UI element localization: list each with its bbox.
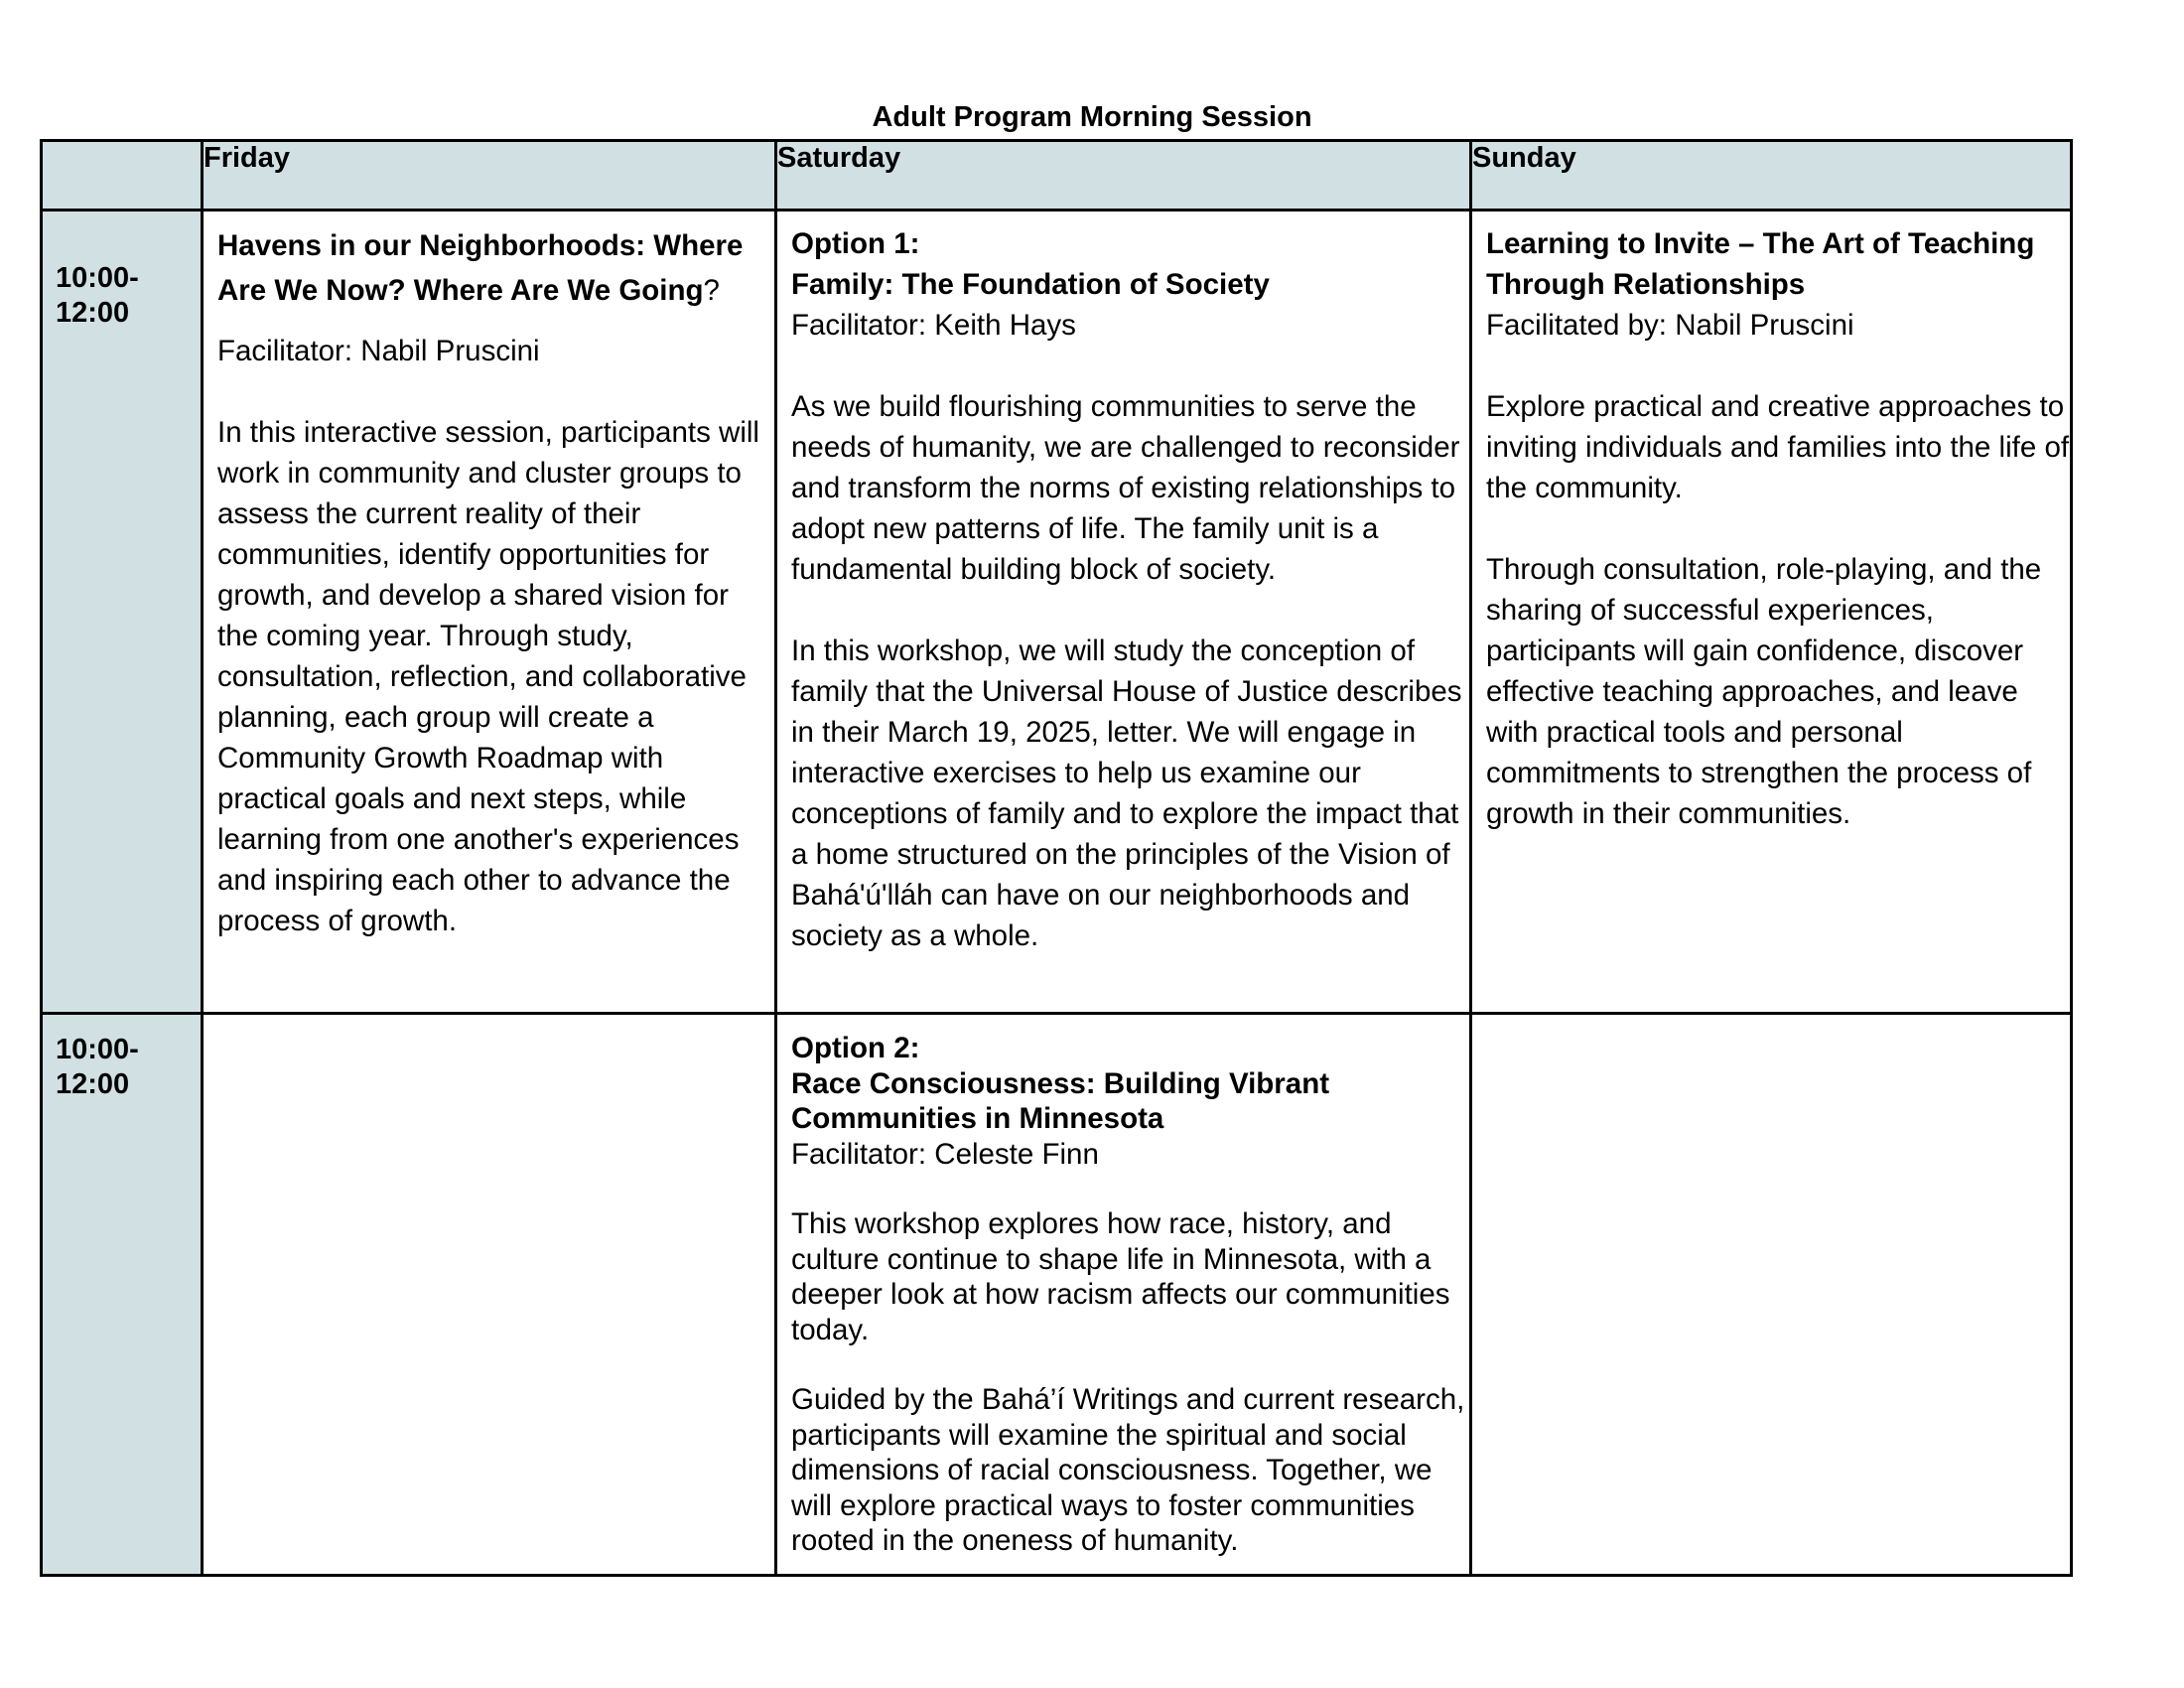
header-row [42,141,2072,211]
sunday-session-cell [1471,211,2072,1014]
sunday-session-cell-empty [1471,1014,2072,1576]
session-title-text: Havens in our Neighborhoods: Where Are We Now? Where Are We Going [217,229,744,307]
session-description: Through consultation, role-playing, and the sharing of successful experiences, participants will gain confidence, discover effective teaching approaches, and leave with practical tools and personal commitments to strengthen the process of growth in their communities. [1486,553,2042,830]
page-title: Adult Program Morning Session [872,101,1312,133]
time-slot [56,261,165,331]
session-option: Option 1: [791,227,920,260]
friday-session-cell-empty [203,1014,776,1576]
time-end: 12:00 [56,1068,130,1100]
saturday-session-cell [776,211,1471,1014]
session-description: In this workshop, we will study the conception of family that the Universal House of Justice describes in their March 19, 2025, letter. We will engage in interactive exercises to help us examine our conceptions of family and to explore the impact that a home structured on the principles of the Vision of Bahá'ú'lláh can have on our neighborhoods and society as a whole. [791,634,1462,952]
session-title-suffix: ? [703,274,720,307]
time-start: 10:00- [56,1034,139,1065]
schedule-table [40,139,2073,1577]
session-description: Guided by the Bahá’í Writings and current research, participants will examine the spiritual and social dimensions of racial consciousness. Together, we will explore practical ways to foster communities rooted in the oneness of humanity. [791,1383,1465,1557]
session-facilitator: Facilitated by: Nabil Pruscini [1486,309,1854,342]
session-facilitator: Facilitator: Celeste Finn [791,1137,1099,1171]
time-start: 10:00- [56,262,139,294]
time-slot-cell [42,211,203,1014]
session-title [217,223,774,313]
session-description: This workshop explores how race, history, and culture continue to shape life in Minnesota, with a deeper look at how racism affects our communities today. [791,1207,1450,1346]
table-row [42,1014,2072,1576]
header-saturday: Saturday [776,141,1471,211]
time-slot [56,1033,165,1102]
time-end: 12:00 [56,297,130,329]
session-facilitator: Facilitator: Nabil Pruscini [217,335,540,367]
header-sunday: Sunday [1471,141,2072,211]
header-time [42,141,203,211]
session-title: Family: The Foundation of Society [791,268,1270,301]
saturday-session-cell [776,1014,1471,1576]
session-title: Learning to Invite – The Art of Teaching Through Relationships [1486,227,2035,301]
header-friday: Friday [203,141,776,211]
session-description: As we build flourishing communities to serve the needs of humanity, we are challenged to reconsider and transform the norms of existing relationships to adopt new patterns of life. The family unit is a fundamental building block of society. [791,390,1460,586]
time-slot-cell [42,1014,203,1576]
session-description: In this interactive session, participants will work in community and cluster groups to assess the current reality of their communities, identify opportunities for growth, and develop a shared vision for the coming year. Through study, consultation, reflection, and collaborative planning, each group will create a Community Growth Roadmap with practical goals and next steps, while learning from one another's experiences and inspiring each other to advance the process of growth. [217,416,759,937]
session-option: Option 2: [791,1032,920,1064]
session-title: Race Consciousness: Building Vibrant Communities in Minnesota [791,1066,1330,1135]
session-description: Explore practical and creative approaches to inviting individuals and families into the life of the community. [1486,390,2070,504]
session-facilitator: Facilitator: Keith Hays [791,309,1076,342]
friday-session-cell [203,211,776,1014]
table-row [42,211,2072,1014]
